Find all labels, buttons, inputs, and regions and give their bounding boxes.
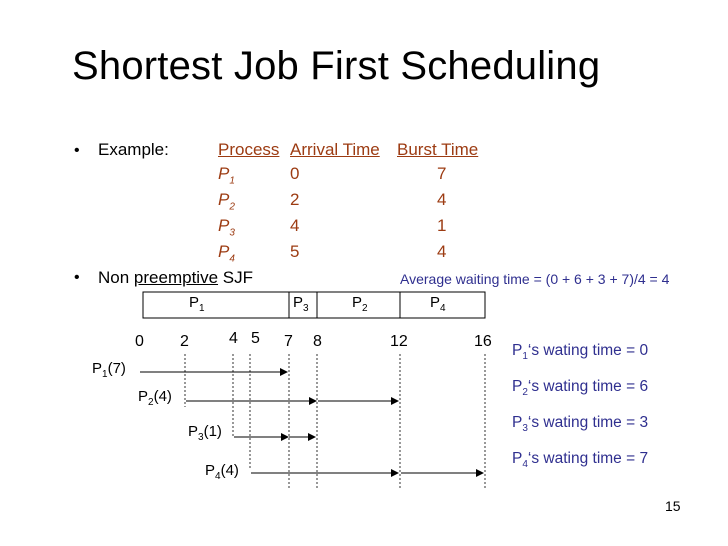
- page-number: 15: [665, 498, 681, 514]
- time-tick: 2: [180, 333, 189, 350]
- time-tick: 4: [229, 330, 238, 347]
- gantt-label-p4: $P_4$: [430, 294, 446, 314]
- time-tick: 7: [284, 333, 293, 350]
- average-waiting-time: Average waiting time = (0 + 6 + 3 + 7)/4 = 4: [400, 271, 670, 287]
- row-burst: 1: [437, 216, 447, 235]
- gantt-label-p1: $P_1$: [189, 294, 205, 314]
- time-tick: 16: [474, 333, 492, 350]
- bullet-marker: •: [74, 142, 80, 159]
- waiting-time-p1: $P_1‘s$ wating time = 0: [512, 342, 649, 363]
- header-arrival-time: Arrival Time: [290, 140, 380, 159]
- row-arrival: 4: [290, 216, 300, 235]
- header-process: Process: [218, 140, 280, 159]
- row-process: $P_1$: [218, 164, 235, 187]
- row-arrival: 2: [290, 190, 300, 209]
- slide-title: Shortest Job First Scheduling: [72, 44, 601, 88]
- time-tick: 5: [251, 330, 260, 347]
- bullet-marker: •: [74, 269, 80, 286]
- row-burst: 4: [437, 242, 447, 261]
- arrival-label-p2: $P_2(4)$: [138, 388, 172, 408]
- row-burst: 7: [437, 164, 447, 183]
- sjf-label: Non preemptive SJF: [98, 268, 253, 287]
- example-label: Example:: [98, 140, 169, 159]
- row-process: $P_2$: [218, 190, 235, 213]
- row-process: $P_3$: [218, 216, 235, 239]
- time-tick: 0: [135, 333, 144, 350]
- row-arrival: 0: [290, 164, 300, 183]
- header-burst-time: Burst Time: [397, 140, 479, 159]
- time-tick: 8: [313, 333, 322, 350]
- row-burst: 4: [437, 190, 447, 209]
- gantt-label-p3: $P_3$: [293, 294, 309, 314]
- waiting-time-p4: $P_4‘s$ wating time = 7: [512, 450, 649, 471]
- waiting-time-p2: $P_2‘s$ wating time = 6: [512, 378, 649, 399]
- row-process: $P_4$: [218, 242, 235, 265]
- arrival-label-p3: $P_3(1)$: [188, 423, 222, 443]
- waiting-time-p3: $P_3‘s$ wating time = 3: [512, 414, 649, 435]
- row-arrival: 5: [290, 242, 300, 261]
- arrival-label-p4: $P_4(4)$: [205, 462, 239, 482]
- gantt-label-p2: $P_2$: [352, 294, 368, 314]
- time-tick: 12: [390, 333, 408, 350]
- arrival-label-p1: $P_1(7)$: [92, 360, 126, 380]
